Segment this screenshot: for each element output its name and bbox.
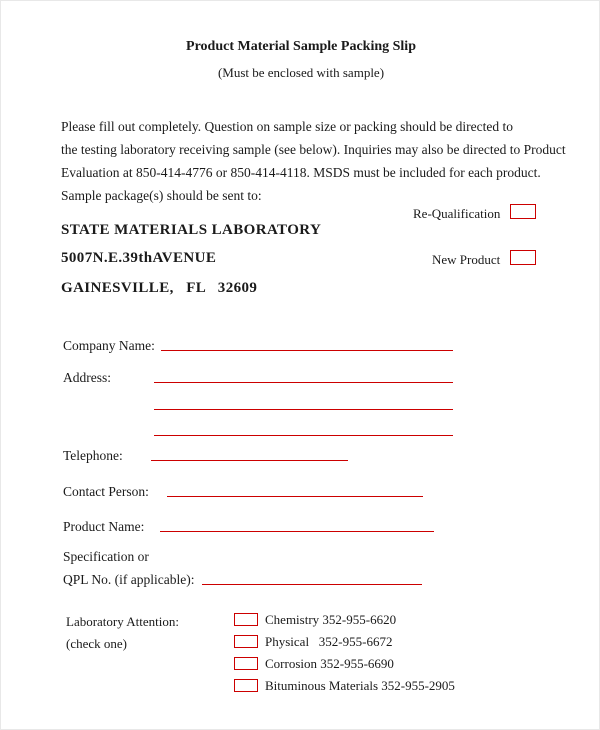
contact-person-input-line[interactable] [167,483,423,497]
address-label: Address: [63,370,111,385]
address-input-line-3[interactable] [154,422,453,436]
specification-label-line-1: Specification or [63,549,149,564]
requalification-checkbox[interactable] [510,204,536,219]
lab-address-line-3: GAINESVILLE, FL 32609 [61,280,258,296]
telephone-label: Telephone: [63,448,123,463]
lab-address-line-2: 5007N.E.39thAVENUE [61,250,217,266]
page-subtitle: (Must be enclosed with sample) [217,65,385,80]
intro-text-line-2: the testing laboratory receiving sample (see below). Inquiries may also be directed to Product [61,142,566,157]
page-title: Product Material Sample Packing Slip [186,39,416,54]
address-input-line-2[interactable] [154,396,453,410]
corrosion-checkbox[interactable] [234,657,258,670]
bituminous-materials-option-label: Bituminous Materials 352-955-2905 [265,678,455,693]
telephone-input-line[interactable] [151,447,348,461]
new-product-label: New Product [432,252,501,267]
company-name-input-line[interactable] [161,337,453,351]
physical-option-label: Physical 352-955-6672 [265,634,393,649]
check-one-label: (check one) [66,636,127,651]
intro-text-line-1: Please fill out completely. Question on sample size or packing should be directed to [61,119,514,134]
product-name-label: Product Name: [63,519,145,534]
address-input-line-1[interactable] [154,369,453,383]
qpl-number-input-line[interactable] [202,571,422,585]
bituminous-materials-checkbox[interactable] [234,679,258,692]
contact-person-label: Contact Person: [63,484,149,499]
corrosion-option-label: Corrosion 352-955-6690 [265,656,394,671]
laboratory-attention-label: Laboratory Attention: [66,614,180,629]
company-name-label: Company Name: [63,338,155,353]
chemistry-option-label: Chemistry 352-955-6620 [265,612,397,627]
product-name-input-line[interactable] [160,518,434,532]
intro-text-line-3: Evaluation at 850-414-4776 or 850-414-4118. MSDS must be included for each product. [61,165,541,180]
new-product-checkbox[interactable] [510,250,536,265]
chemistry-checkbox[interactable] [234,613,258,626]
specification-label-line-2: QPL No. (if applicable): [63,572,195,587]
intro-text-line-4: Sample package(s) should be sent to: [61,188,262,203]
requalification-label: Re-Qualification [413,206,501,221]
lab-address-line-1: STATE MATERIALS LABORATORY [61,222,322,238]
physical-checkbox[interactable] [234,635,258,648]
